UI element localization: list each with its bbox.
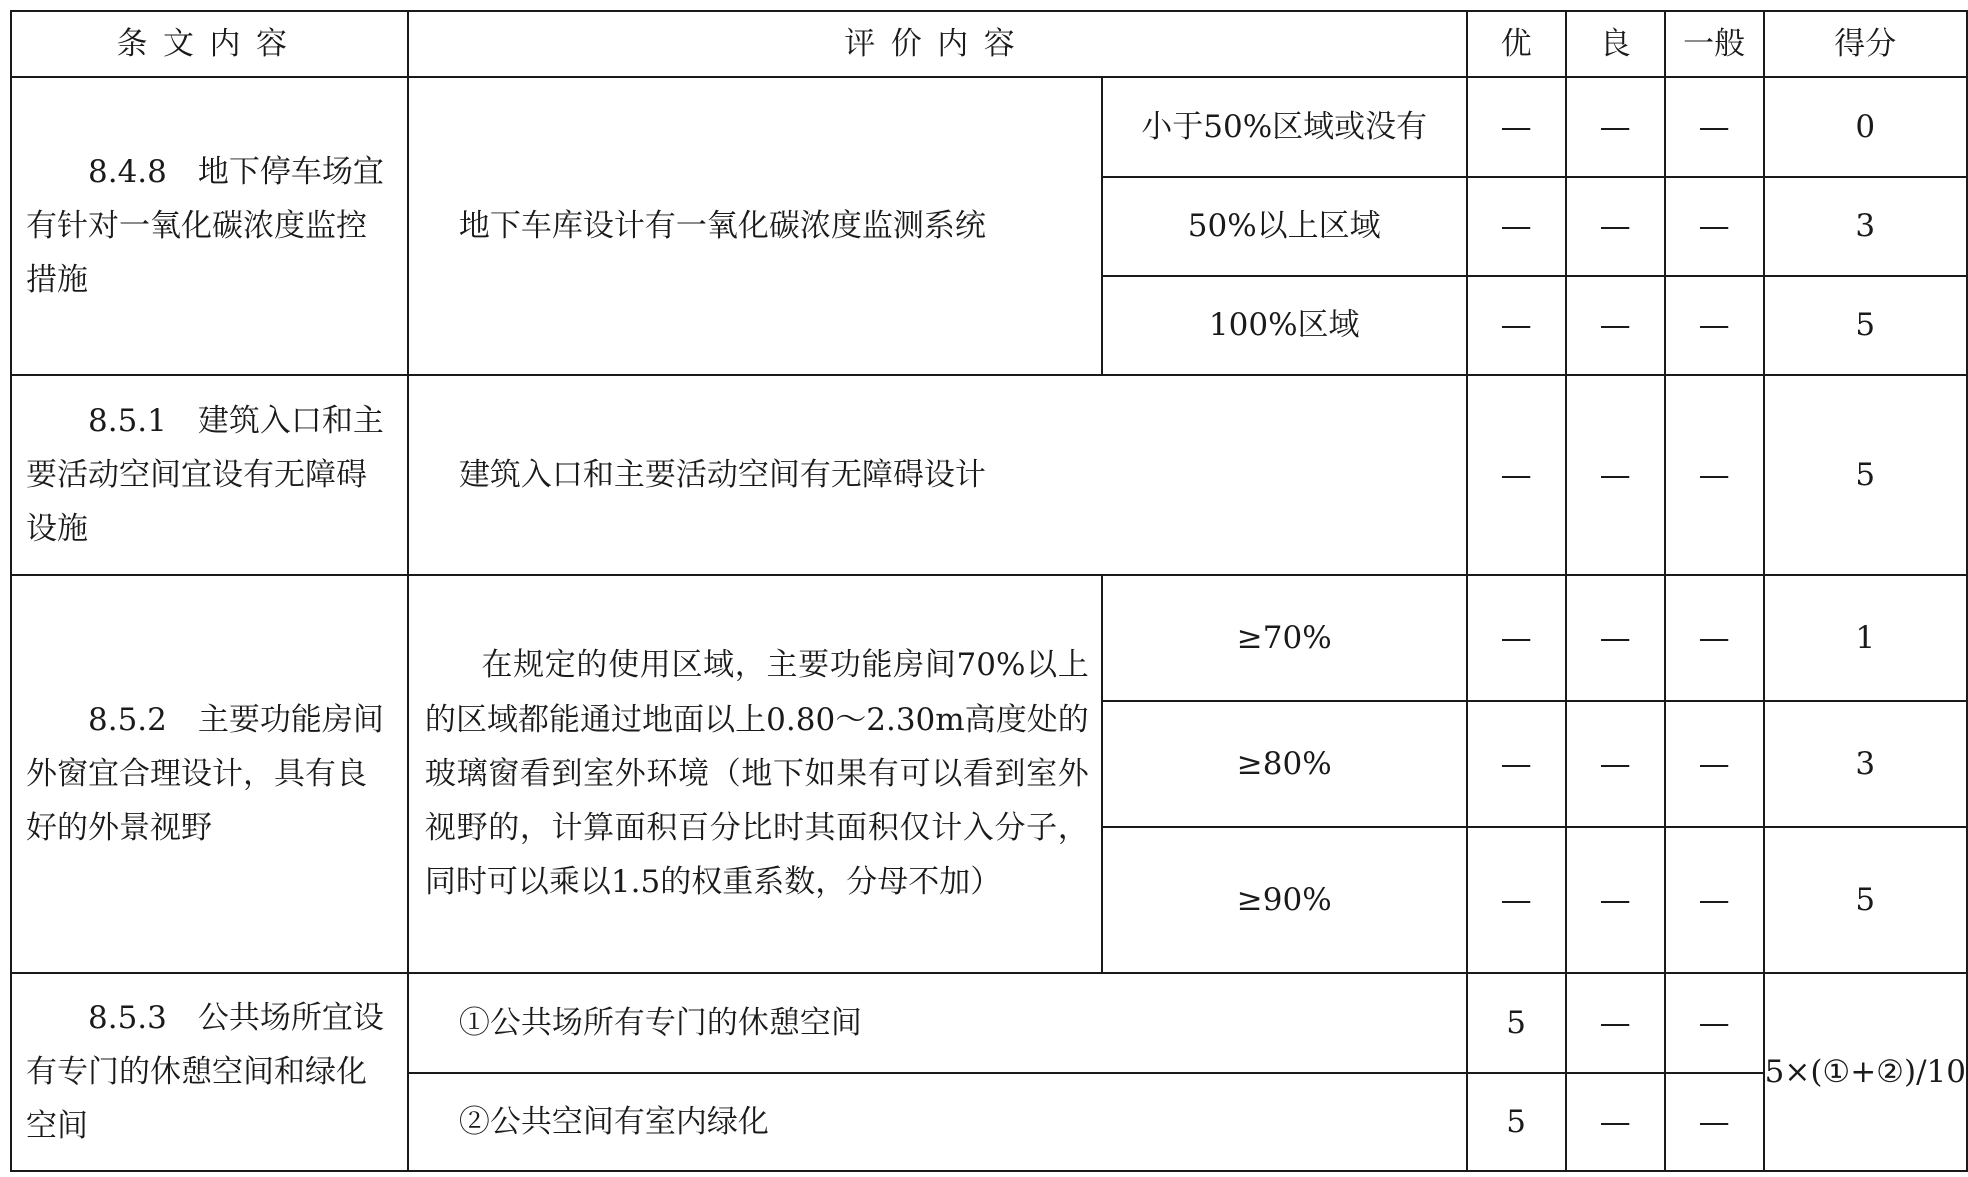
good-cell: — — [1566, 575, 1665, 701]
evaluation-cell: 地下车库设计有一氧化碳浓度监测系统 — [408, 77, 1102, 375]
header-score: 得分 — [1764, 11, 1967, 77]
evaluation-table — [10, 10, 1968, 1172]
clause-cell: 8.5.1 建筑入口和主要活动空间宜设有无障碍设施 — [11, 375, 408, 575]
general-cell: — — [1665, 973, 1764, 1073]
good-cell: — — [1566, 375, 1665, 575]
good-cell: — — [1566, 77, 1665, 177]
table-row — [11, 375, 1967, 575]
clause-cell: 8.4.8 地下停车场宜有针对一氧化碳浓度监控措施 — [11, 77, 408, 375]
excellent-cell: — — [1467, 827, 1566, 973]
evaluation-cell: ①公共场所有专门的休憩空间 — [408, 973, 1467, 1073]
excellent-cell: 5 — [1467, 1073, 1566, 1171]
criterion-cell: ≥80% — [1102, 701, 1467, 827]
evaluation-cell: 建筑入口和主要活动空间有无障碍设计 — [408, 375, 1467, 575]
excellent-cell: — — [1467, 276, 1566, 375]
score-cell: 1 — [1764, 575, 1967, 701]
evaluation-cell: ②公共空间有室内绿化 — [408, 1073, 1467, 1171]
score-cell: 0 — [1764, 77, 1967, 177]
general-cell: — — [1665, 77, 1764, 177]
table-row — [11, 77, 1967, 177]
excellent-cell: 5 — [1467, 973, 1566, 1073]
general-cell: — — [1665, 575, 1764, 701]
header-evaluation: 评价内容 — [408, 11, 1467, 77]
excellent-cell: — — [1467, 575, 1566, 701]
good-cell: — — [1566, 177, 1665, 276]
general-cell: — — [1665, 375, 1764, 575]
table-row — [11, 973, 1967, 1073]
criterion-cell: ≥70% — [1102, 575, 1467, 701]
good-cell: — — [1566, 973, 1665, 1073]
general-cell: — — [1665, 177, 1764, 276]
score-cell: 5 — [1764, 276, 1967, 375]
clause-cell: 8.5.2 主要功能房间外窗宜合理设计，具有良好的外景视野 — [11, 575, 408, 973]
score-formula-cell: 5×(①+②)/10 — [1764, 973, 1967, 1171]
general-cell: — — [1665, 1073, 1764, 1171]
good-cell: — — [1566, 276, 1665, 375]
criterion-cell: 小于50%区域或没有 — [1102, 77, 1467, 177]
criterion-cell: 100%区域 — [1102, 276, 1467, 375]
general-cell: — — [1665, 827, 1764, 973]
score-cell: 3 — [1764, 701, 1967, 827]
excellent-cell: — — [1467, 375, 1566, 575]
good-cell: — — [1566, 701, 1665, 827]
good-cell: — — [1566, 827, 1665, 973]
score-cell: 5 — [1764, 375, 1967, 575]
criterion-cell: 50%以上区域 — [1102, 177, 1467, 276]
header-general: 一般 — [1665, 11, 1764, 77]
good-cell: — — [1566, 1073, 1665, 1171]
table-row — [11, 575, 1967, 701]
header-row — [11, 11, 1967, 77]
general-cell: — — [1665, 701, 1764, 827]
score-cell: 5 — [1764, 827, 1967, 973]
evaluation-cell: 在规定的使用区域，主要功能房间70%以上的区域都能通过地面以上0.80～2.30m高度处的玻璃窗看到室外环境（地下如果有可以看到室外视野的，计算面积百分比时其面积仅计入分子，同时可以乘以1.5的权重系数，分母不加） — [408, 575, 1102, 973]
score-cell: 3 — [1764, 177, 1967, 276]
general-cell: — — [1665, 276, 1764, 375]
criterion-cell: ≥90% — [1102, 827, 1467, 973]
header-clause: 条文内容 — [11, 11, 408, 77]
excellent-cell: — — [1467, 177, 1566, 276]
header-excellent: 优 — [1467, 11, 1566, 77]
clause-cell: 8.5.3 公共场所宜设有专门的休憩空间和绿化空间 — [11, 973, 408, 1171]
excellent-cell: — — [1467, 701, 1566, 827]
header-good: 良 — [1566, 11, 1665, 77]
excellent-cell: — — [1467, 77, 1566, 177]
